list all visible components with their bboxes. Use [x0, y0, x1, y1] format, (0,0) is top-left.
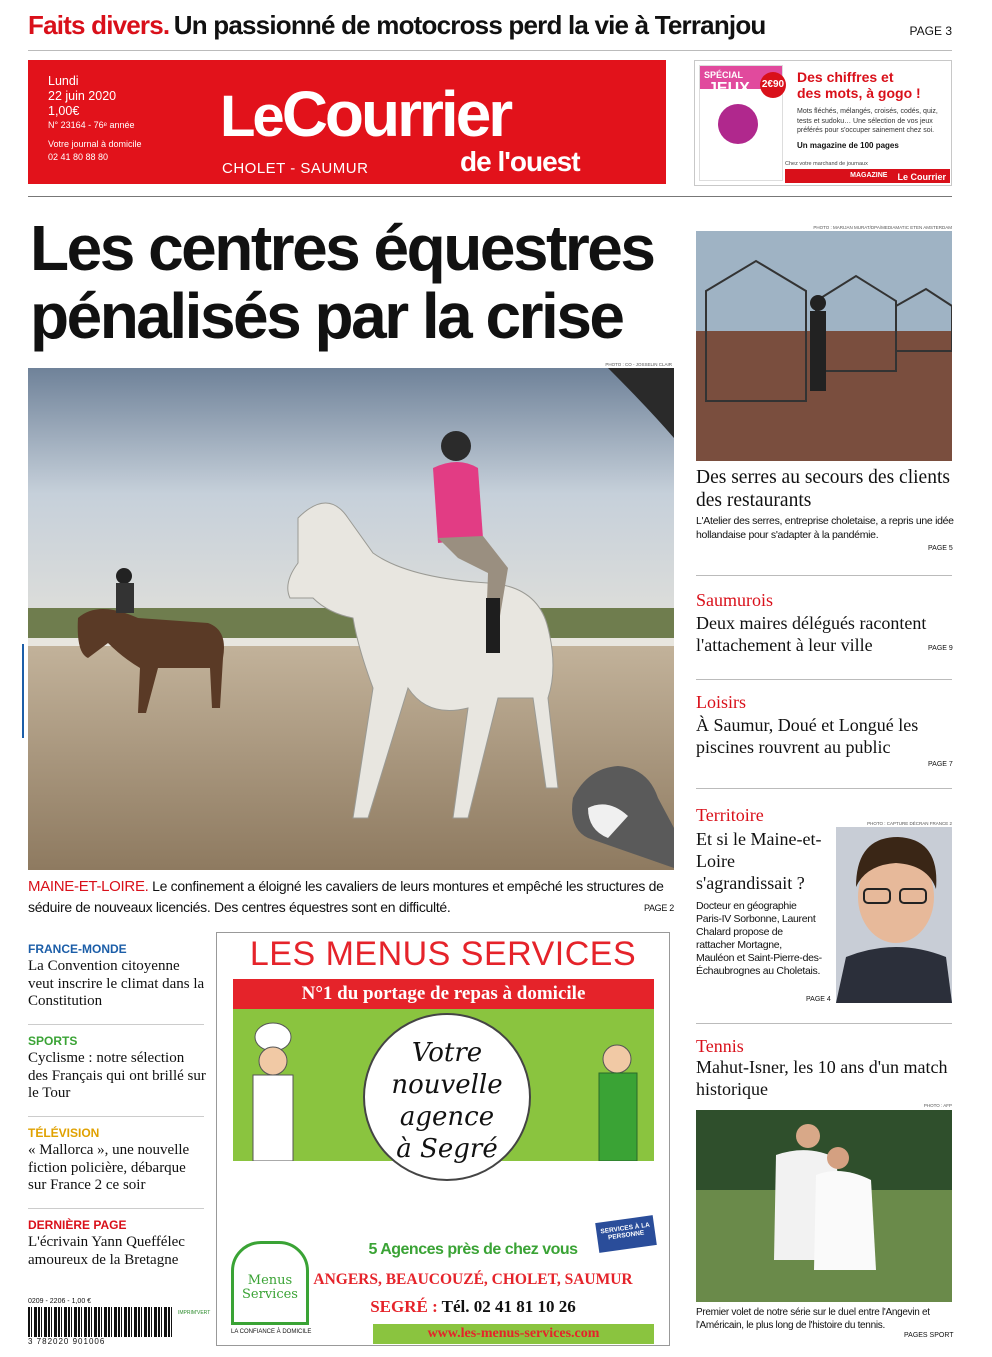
divider — [28, 1208, 204, 1209]
bubble-line2: nouvelle — [391, 1070, 503, 1100]
tennis-photo[interactable] — [696, 1110, 952, 1302]
greenhouse-photo[interactable] — [696, 231, 952, 461]
ad-title: LES MENUS SERVICES — [249, 935, 637, 973]
issue-number: N° 23164 - 76ᵉ année — [48, 120, 135, 130]
section-headline: « Mallorca », une nouvelle fiction policière, débarque sur France 2 ce soir — [28, 1142, 190, 1193]
story-page: PAGE 5 — [928, 545, 953, 552]
section-headline: La Convention citoyenne veut inscrire le climat dans la Constitution — [28, 958, 205, 1009]
story-kicker: Tennis — [696, 1036, 744, 1056]
ad-phone[interactable] — [217, 1297, 669, 1317]
divider — [28, 1116, 204, 1117]
speech-bubble — [363, 1013, 531, 1181]
main-caption — [28, 876, 674, 917]
ad-highlight: Un magazine de 100 pages — [797, 141, 899, 150]
tennis-illustration — [696, 1110, 952, 1302]
masthead — [28, 60, 666, 184]
magazine-cover — [699, 65, 783, 181]
bubble-line4: à Segré — [396, 1134, 498, 1164]
ad-body: Mots fléchés, mélangés, croisés, codés, quiz, tests et sudoku… Une sélection de vos jeux préférés pour s'occuper sainement chez soi. — [797, 108, 938, 134]
top-teaser[interactable] — [28, 10, 958, 50]
divider — [28, 50, 952, 51]
divider — [696, 788, 952, 789]
section-label: FRANCE-MONDE — [28, 942, 127, 956]
teaser-page: PAGE 3 — [909, 24, 952, 38]
menus-services-ad[interactable] — [216, 932, 670, 1346]
ad-phone-city: SEGRÉ : — [370, 1297, 438, 1316]
greenhouse-illustration — [696, 231, 952, 461]
ad-tagline: LA CONFIANCE À DOMICILE — [231, 1329, 312, 1335]
section-label: SPORTS — [28, 1034, 78, 1048]
caption-page: PAGE 2 — [643, 903, 674, 913]
ad-title-line2: des mots, à gogo ! — [797, 85, 921, 101]
bubble-line1: Votre — [411, 1038, 483, 1068]
story-kicker: Territoire — [696, 805, 764, 825]
issue-price: 1,00€ — [48, 104, 80, 118]
caption-text: Le confinement a éloigné les cavaliers de leurs montures et empêché les structures de séduire de nouveaux licenciés. Des centres équestres sont en difficulté. — [28, 878, 664, 915]
bag-line2: Services — [242, 1287, 298, 1302]
delivery-phone: 02 41 80 88 80 — [48, 152, 109, 162]
divider — [696, 679, 952, 680]
mag-price: 2€90 — [760, 72, 786, 98]
ad-footer-bar — [785, 169, 950, 183]
story-tennis-body: Premier volet de notre série sur le duel entre l'Angevin et l'Américain, le plus long de l'histoire du tennis. — [696, 1307, 930, 1331]
logo-sub: de l'ouest — [460, 146, 580, 177]
ad-agences: 5 Agences près de chez vous — [368, 1241, 578, 1258]
story-territoire-body: Docteur en géographie Paris-IV Sorbonne, Laurent Chalard propose de rattacher Mortagne, Mauléon et Saint-Pierre-des-Échaubrognes au Choletais. — [696, 900, 822, 977]
photo-credit: PHOTO : AFP — [923, 1103, 952, 1108]
section-headline: L'écrivain Yann Queffélec amoureux de la Bretagne — [28, 1234, 185, 1268]
divider — [28, 196, 952, 197]
story-tennis-headline[interactable]: Mahut-Isner, les 10 ans d'un match historique — [696, 1057, 948, 1099]
divider — [696, 1023, 952, 1024]
main-headline[interactable] — [30, 214, 670, 350]
portrait-illustration — [836, 827, 952, 1003]
story-saumurois-headline[interactable]: Deux maires délégués racontent l'attachement à leur ville — [696, 613, 927, 655]
main-photo[interactable] — [28, 368, 674, 870]
ad-bar-label: MAGAZINE — [850, 172, 888, 179]
mag-title: JEUX — [708, 80, 750, 97]
teaser-headline: Un passionné de motocross perd la vie à Terranjou — [173, 10, 766, 40]
section-label: DERNIÈRE PAGE — [28, 1218, 127, 1232]
logo-courrier: Courrier — [281, 78, 511, 150]
section-derniere-page[interactable] — [28, 1218, 206, 1269]
section-france-monde[interactable] — [28, 942, 206, 1011]
bubble-line3: agence — [399, 1102, 495, 1132]
story-kicker: Saumurois — [696, 590, 774, 610]
mag-label: SPÉCIAL — [704, 70, 744, 80]
accent-bar — [22, 644, 24, 738]
services-badge: SERVICES À LA PERSONNE — [595, 1215, 657, 1253]
delivery-label: Votre journal à domicile — [48, 139, 142, 149]
ad-note: Chez votre marchand de journaux — [785, 161, 868, 167]
story-territoire-headline[interactable]: Et si le Maine-et-Loire s'agrandissait ? — [696, 829, 822, 893]
ad-cities: ANGERS, BEAUCOUZÉ, CHOLET, SAUMUR — [313, 1271, 633, 1288]
ad-title — [797, 69, 921, 101]
issue-date: 22 juin 2020 — [48, 89, 117, 103]
printer-label: IMPRIM'VERT — [178, 1310, 211, 1316]
photo-credit: PHOTO : CO - JOSSELIN CLAIR — [605, 362, 672, 367]
section-headline: Cyclisme : notre sélection des Français qui ont brillé sur le Tour — [28, 1050, 206, 1101]
section-label: TÉLÉVISION — [28, 1126, 100, 1140]
barcode-bars — [28, 1307, 174, 1337]
bag-line1: Menus — [247, 1273, 293, 1288]
ad-phone-number: Tél. 02 41 81 10 26 — [437, 1297, 576, 1316]
photo-credit: PHOTO : CAPTURE DÉCRAN FRANCE 2 — [867, 821, 952, 826]
story-page: PAGE 9 — [928, 645, 953, 652]
logo-le: Le — [220, 84, 282, 149]
games-magazine-ad[interactable] — [694, 60, 952, 186]
section-television[interactable] — [28, 1126, 206, 1195]
caption-kicker: MAINE-ET-LOIRE. — [28, 878, 149, 895]
divider — [28, 1024, 204, 1025]
barcode-number: 3 782020 901006 — [28, 1337, 106, 1346]
equestrian-photo-illustration — [28, 368, 674, 870]
story-greenhouse-body: L'Atelier des serres, entreprise choletaise, a repris une idée hollandaise pour s'adapter à la pandémie. — [696, 515, 954, 541]
mascot-image — [718, 104, 758, 144]
portrait-photo[interactable] — [836, 827, 952, 1003]
story-page: PAGE 7 — [928, 761, 953, 768]
divider — [696, 575, 952, 576]
ad-url[interactable]: www.les-menus-services.com — [373, 1324, 654, 1344]
ad-brand: Le Courrier — [897, 172, 946, 182]
story-page: PAGE 4 — [806, 996, 831, 1003]
logo[interactable] — [220, 78, 511, 150]
ad-title-line1: Des chiffres et — [797, 69, 894, 85]
story-loisirs-headline[interactable]: À Saumur, Doué et Longué les piscines rouvrent au public — [696, 715, 919, 757]
barcode-top-text: 0209 - 2206 - 1,00 € — [28, 1298, 92, 1305]
story-page: PAGES SPORT — [904, 1332, 954, 1339]
section-sports[interactable] — [28, 1034, 206, 1103]
story-kicker: Loisirs — [696, 692, 747, 712]
ad-band: N°1 du portage de repas à domicile — [233, 979, 654, 1009]
main-headline-line1: Les centres équestres — [30, 212, 654, 284]
barcode — [28, 1298, 174, 1346]
main-headline-line2: pénalisés par la crise — [30, 280, 623, 352]
edition-label: CHOLET - SAUMUR — [222, 160, 369, 177]
story-greenhouse-headline[interactable]: Des serres au secours des clients des restaurants — [696, 467, 950, 511]
teaser-kicker: Faits divers. — [28, 10, 170, 40]
issue-day: Lundi — [48, 74, 79, 88]
photo-credit: PHOTO : MARIJAN MURAT/DPA/MEDIAMATIC ETEN AMSTERDAM — [813, 225, 952, 230]
